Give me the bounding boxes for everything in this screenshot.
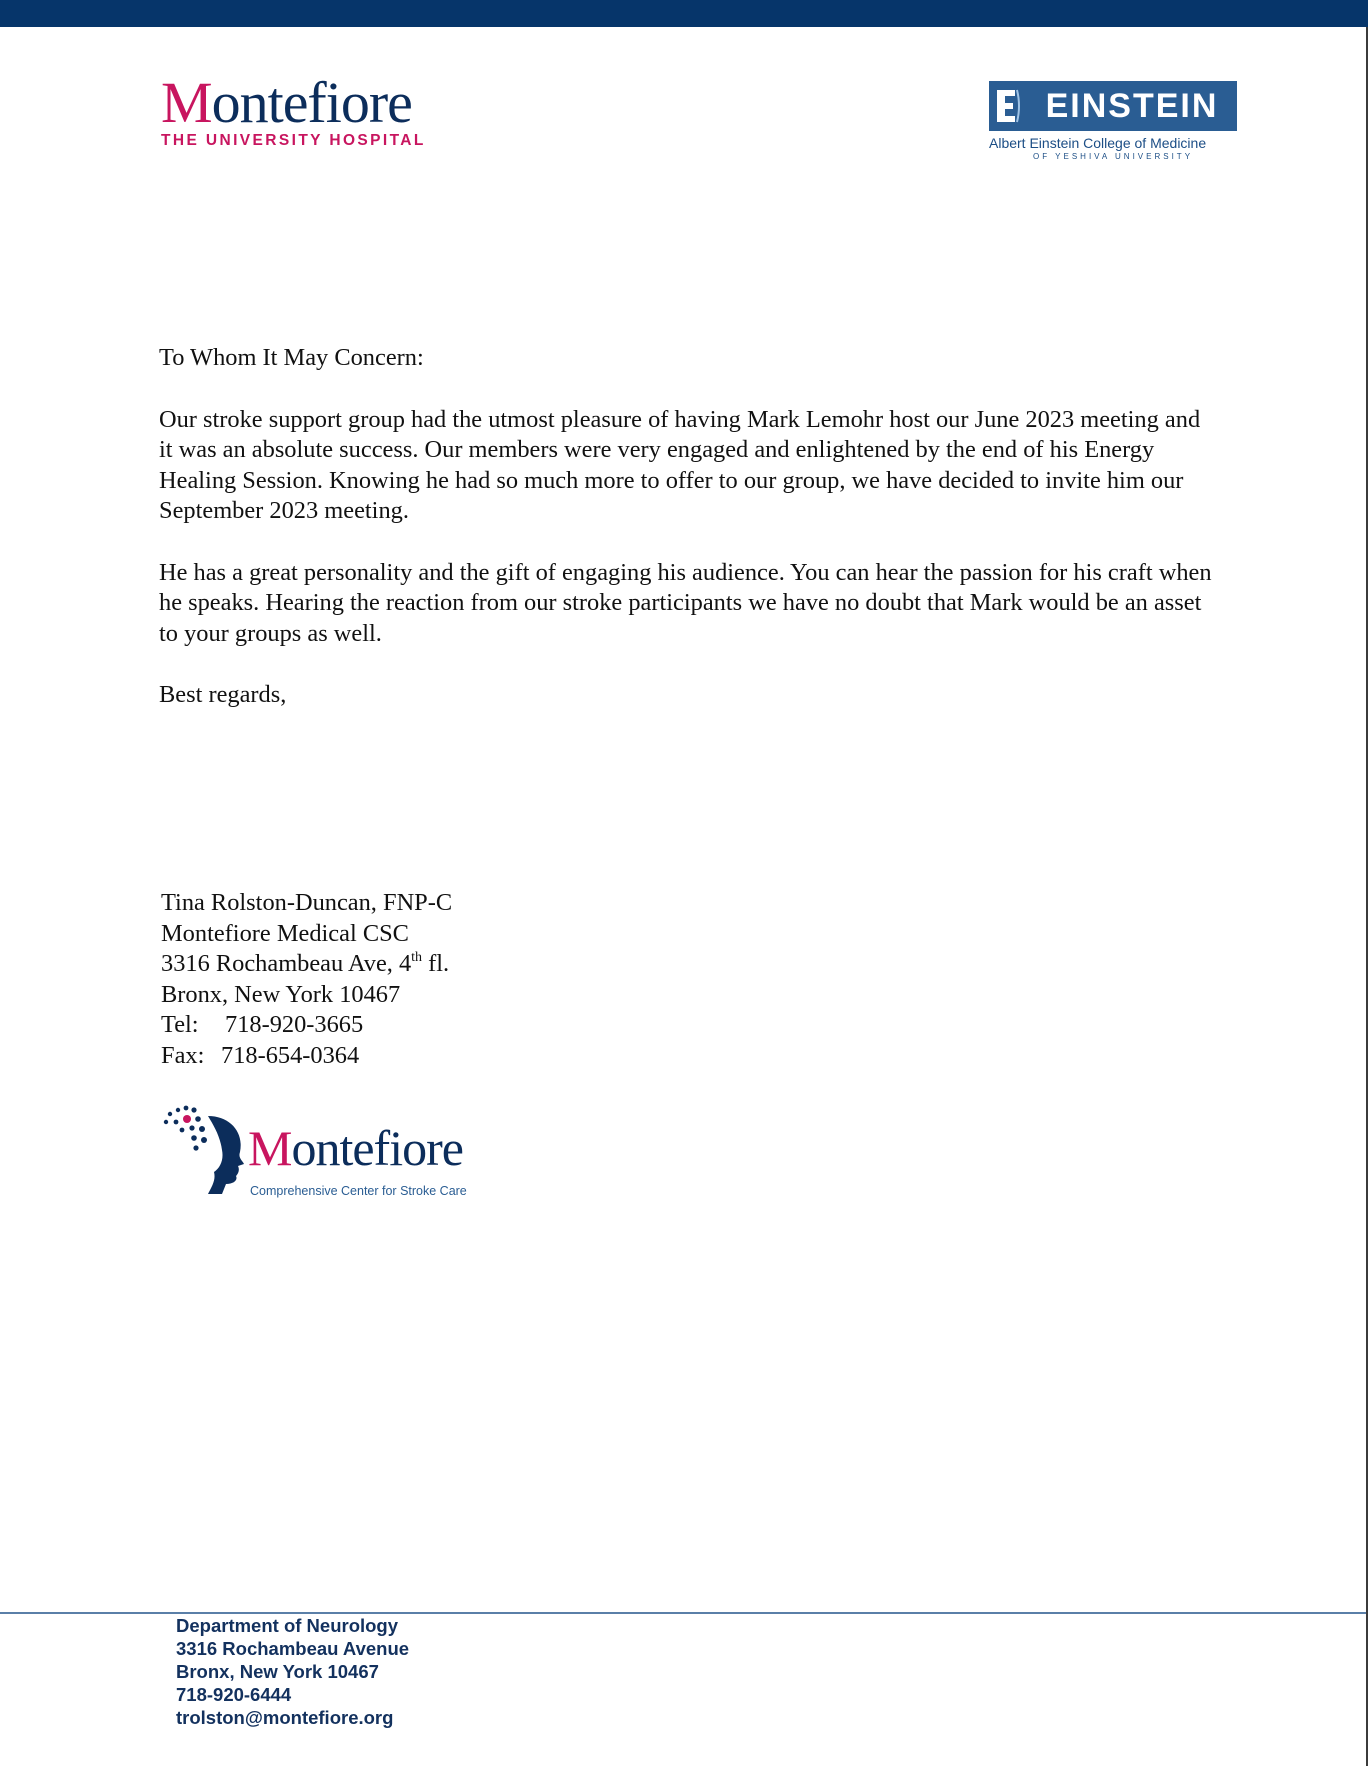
einstein-logo-box	[989, 81, 1237, 131]
stroke-head-icon	[160, 1100, 260, 1195]
signer-organization: Montefiore Medical CSC	[161, 919, 409, 947]
letter-greeting: To Whom It May Concern:	[159, 344, 424, 371]
montefiore-logo	[161, 72, 461, 150]
signer-city: Bronx, New York 10467	[161, 980, 401, 1008]
montefiore-logo-subtitle: THE UNIVERSITY HOSPITAL	[161, 132, 426, 149]
einstein-logo-name: EINSTEIN	[1045, 87, 1219, 125]
montefiore-logo-wordmark: Montefiore	[161, 70, 412, 135]
signer-fax: Fax: 718-654-0364	[161, 1041, 360, 1069]
footer	[176, 1614, 409, 1729]
letter-body	[159, 343, 1219, 711]
stroke-logo-wordmark: Montefiore	[248, 1120, 463, 1176]
letter-paragraph-1: Our stroke support group had the utmost pleasure of having Mark Lemohr host our June 2023 meeting and it was an absolute success. Our members were very engaged and enlightened by the end of his Energy Healing Session. Knowing he had so much more to offer to our group, we have decided to invite him our September 2023 meeting.	[159, 405, 1201, 524]
footer-department: Department of Neurology	[176, 1615, 399, 1636]
letter-paragraph-2: He has a great personality and the gift of engaging his audience. You can hear the passion for his craft when he speaks. Hearing the reaction from our stroke participants we have no doubt that Mark would be an asset to your groups as well.	[159, 558, 1212, 647]
einstein-college-name: Albert Einstein College of Medicine	[989, 135, 1207, 151]
einstein-logo	[989, 81, 1239, 161]
footer-city: Bronx, New York 10467	[176, 1661, 379, 1682]
letter-closing: Best regards,	[159, 681, 287, 708]
footer-street: 3316 Rochambeau Avenue	[176, 1638, 410, 1659]
einstein-emblem-icon	[989, 81, 1027, 131]
footer-email[interactable]: trolston@montefiore.org	[176, 1707, 394, 1728]
signer-name: Tina Rolston-Duncan, FNP-C	[161, 889, 453, 916]
footer-phone: 718-920-6444	[176, 1684, 292, 1705]
signer-phone: Tel: 718-920-3665	[161, 1011, 364, 1038]
stroke-center-logo	[160, 1100, 500, 1210]
top-bar	[0, 0, 1368, 27]
stroke-logo-subtitle: Comprehensive Center for Stroke Care	[250, 1184, 467, 1198]
einstein-university-name: OF YESHIVA UNIVERSITY	[1032, 152, 1194, 161]
signature-block	[161, 888, 452, 1071]
signer-address: 3316 Rochambeau Ave, 4th fl.	[161, 950, 450, 977]
